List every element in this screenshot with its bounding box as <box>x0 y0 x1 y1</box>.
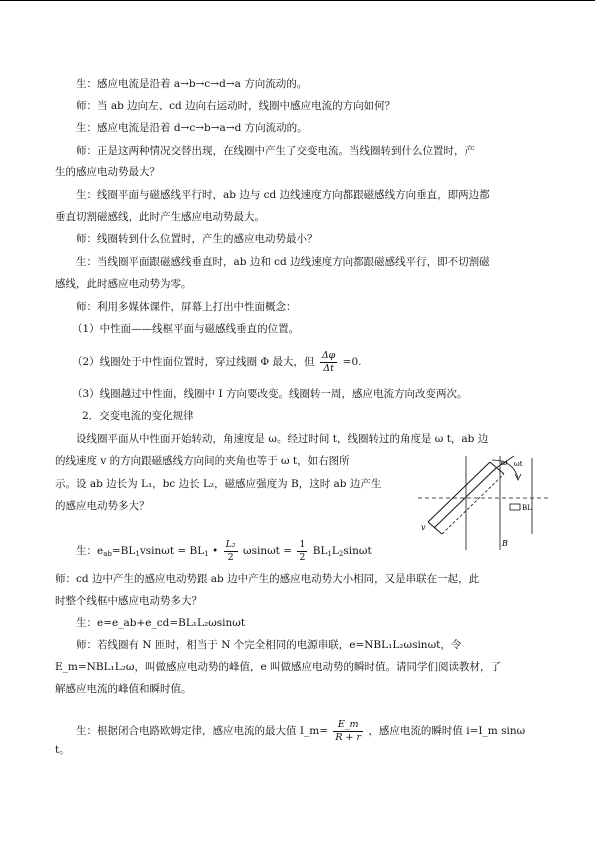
text-segment: sinωt <box>343 545 372 557</box>
velocity-label: v <box>421 523 426 532</box>
text-segment: =BL <box>111 545 136 557</box>
coil-side <box>434 468 496 528</box>
subscript: 1 <box>204 550 209 558</box>
subscript: 2 <box>338 550 344 558</box>
text-segment: 生：根据闭合电路欧姆定律，感应电流的最大值 I_m= <box>76 725 328 737</box>
text-line: 生：当线圈平面跟磁感线垂直时，ab 边和 cd 边线速度方向都跟磁感线平行，即不切割磁 <box>76 256 490 268</box>
text-line: 的感应电动势多大？ <box>55 500 150 512</box>
text-line: 生：感应电流是沿着 d→c→b→a→d 方向流动的。 <box>76 122 308 134</box>
current-peak-line <box>76 716 525 746</box>
fraction-denominator: R + r <box>335 731 362 743</box>
text-line: 生：线圈平面与磁感线平行时，ab 边与 cd 边线速度方向都跟磁感线方向垂直，即两边都 <box>76 189 490 201</box>
text-line: 师：当 ab 边向左、cd 边向右运动时，线圈中感应电流的方向如何？ <box>76 100 396 112</box>
coil-side <box>428 462 490 522</box>
text-line: t。 <box>55 744 70 756</box>
text-line: 师：cd 边中产生的感应电动势跟 ab 边中产生的感应电动势大小相同，又是串联在一起，此 <box>55 573 480 585</box>
text-line-with-fraction <box>72 349 362 375</box>
text-segment: ，感应电流的瞬时值 i=I_m sinω <box>368 725 526 737</box>
coil-axis <box>442 474 504 534</box>
text-line: 生的感应电动势最大？ <box>55 166 160 178</box>
l2-over-2-fraction <box>224 539 238 564</box>
text-line: 设线圈平面从中性面开始转动，角速度是 ω。经过时间 t，线圈转过的角度是 ω t，ab 边 <box>76 433 489 445</box>
subscript: 1 <box>327 550 332 558</box>
text-line: 师：利用多媒体课件，屏幕上打出中性面概念： <box>76 301 297 313</box>
text-line: 解感应电流的峰值和瞬时值。 <box>55 683 192 695</box>
page-top-rule <box>0 0 595 1</box>
text-segment: vsinωt = BL <box>139 545 205 557</box>
text-line: 生：e=e_ab+e_cd=BL₁L₂ωsinωt <box>76 617 246 629</box>
text-line: （3）线圈越过中性面，线圈中 I 方向要改变。线圈转一周，感应电流方向改变两次。 <box>72 388 468 400</box>
fraction-numerator: 1 <box>299 538 306 550</box>
text-line: 师：正是这两种情况交替出现，在线圈中产生了交变电流。当线圈转到什么位置时，产 <box>76 145 475 157</box>
fraction-denominator: 2 <box>227 551 234 563</box>
field-b-label: B <box>502 539 508 548</box>
omega-t-label: ωt <box>514 460 523 468</box>
text-segment: ωsinωt = <box>239 545 296 557</box>
fraction-denominator: Δt <box>323 362 334 374</box>
one-half-fraction <box>297 539 307 564</box>
text-line: 生：感应电流是沿着 a→b→c→d→a 方向流动的。 <box>76 78 308 90</box>
text-line: 示。设 ab 边长为 L₁，bc 边长 L₂，磁感应强度为 B，这时 ab 边产生 <box>55 478 382 490</box>
text-line: 的线速度 v 的方向跟磁感线方向间的夹角也等于 ω t，如右图所 <box>55 455 350 467</box>
emf-equation-line <box>76 538 372 564</box>
text-line: （1）中性面——线框平面与磁感线垂直的位置。 <box>72 323 300 335</box>
text-line: 师：线圈转到什么位置时，产生的感应电动势最小？ <box>76 233 318 245</box>
em-over-r-fraction <box>333 719 363 744</box>
fraction-denominator: 2 <box>299 551 306 563</box>
coil-rotation-figure <box>418 454 548 554</box>
section-heading: 2．交变电流的变化规律 <box>82 410 194 422</box>
text-line: 时整个线框中感应电动势多大？ <box>55 595 202 607</box>
text-segment: • <box>208 545 222 557</box>
text-segment: （2）线圈处于中性面位置时，穿过线圈 Φ 最大，但 <box>72 356 315 368</box>
subscript: 1 <box>135 550 140 558</box>
fraction-numerator: E_m <box>333 719 363 732</box>
text-line: E_m=NBL₁L₂ω，叫做感应电动势的峰值，e 叫做感应电动势的瞬时值。请同学们阅读教材，了 <box>55 661 502 673</box>
bl-label: BL <box>522 504 532 512</box>
bl-box <box>510 504 520 510</box>
text-segment: BL <box>309 545 328 557</box>
subscript: ab <box>103 550 112 558</box>
coil-edge <box>428 522 442 534</box>
fraction-numerator: Δφ <box>321 349 336 361</box>
text-segment: 生：e <box>76 545 104 557</box>
text-segment: L <box>331 545 339 557</box>
text-line: 感线，此时感应电动势为零。 <box>55 278 192 290</box>
omega-label: ω <box>501 458 508 467</box>
fraction-numerator: L₂ <box>225 538 236 550</box>
text-line: 师：若线圈有 N 匝时，相当于 N 个完全相同的电源串联，e=NBL₁L₂ωsinωt，令 <box>76 639 462 651</box>
flux-change-fraction <box>320 350 338 375</box>
text-segment: =0. <box>342 356 362 368</box>
text-line: 垂直切割磁感线，此时产生感应电动势最大。 <box>55 211 265 223</box>
